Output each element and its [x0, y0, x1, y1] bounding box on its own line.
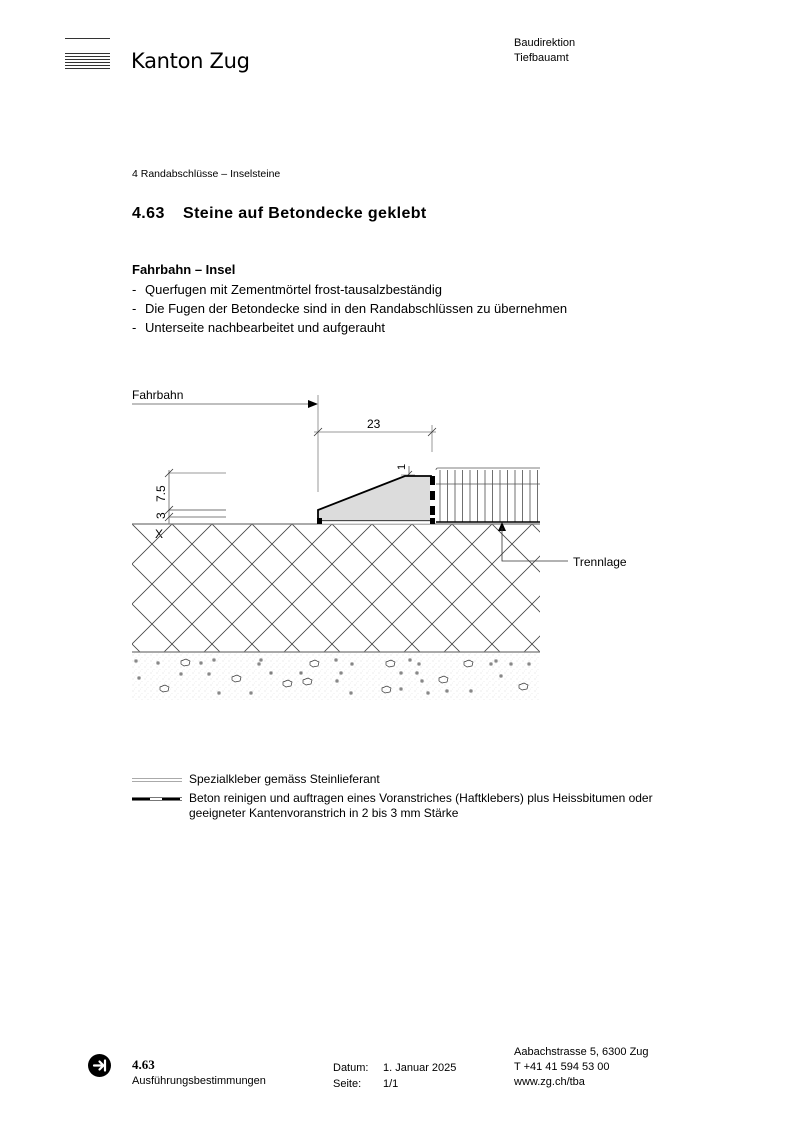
- adhesive-layer: [318, 521, 431, 524]
- page-label: Seite:: [333, 1078, 362, 1090]
- dashed-black-line-icon: [132, 797, 182, 801]
- footer-number: 4.63: [132, 1057, 155, 1072]
- list-item: - Die Fugen der Betondecke sind in den Randabschlüssen zu übernehmen: [132, 301, 568, 316]
- gravel-layer: [132, 653, 540, 700]
- bullet-list: [132, 280, 567, 337]
- footer-contact: [514, 1045, 649, 1090]
- pavement-block: [436, 470, 540, 522]
- double-grey-line-icon: [132, 778, 182, 782]
- section-heading: Fahrbahn – Insel: [132, 262, 236, 277]
- arrow-right-icon: [88, 1054, 111, 1077]
- road-arrow-head: [308, 400, 318, 408]
- cross-section-drawing: [0, 380, 794, 710]
- primer-corner: [317, 518, 322, 524]
- breadcrumb: 4 Randabschlüsse – Inselsteine: [132, 168, 281, 180]
- brand-name: Kanton Zug: [131, 49, 250, 73]
- dim-width-label: 23: [367, 417, 381, 431]
- dim-top-label: 1: [396, 463, 408, 470]
- list-item: - Unterseite nachbearbeitet und aufgerauht: [132, 320, 385, 335]
- list-item: - Querfugen mit Zementmörtel frost-tausalzbeständig: [132, 282, 442, 297]
- date-label: Datum:: [333, 1062, 369, 1074]
- joint-dash: [430, 506, 435, 515]
- joint-dash: [430, 518, 435, 524]
- label-road: Fahrbahn: [132, 388, 184, 402]
- footer-meta: [333, 1060, 456, 1092]
- footer-subtitle: Ausführungsbestimmungen: [132, 1075, 266, 1087]
- joint-dash: [430, 476, 435, 485]
- department-block: [514, 36, 575, 66]
- page-title: [132, 205, 427, 223]
- dim-base-label: 3: [154, 512, 168, 519]
- date-value: 1. Januar 2025: [383, 1062, 457, 1074]
- department: Baudirektion: [514, 37, 576, 49]
- concrete-layer: [132, 524, 540, 652]
- label-separation: Trennlage: [573, 555, 627, 569]
- office: Tiefbauamt: [514, 52, 569, 64]
- joint-dash: [430, 491, 435, 500]
- legend-item-primer: Beton reinigen und auftragen eines Voranstriches (Haftklebers) plus Heissbitumen oder geeigneter Kantenvoranstrich in 2 bis 3 mm Stärke: [132, 791, 653, 821]
- address: Aabachstrasse 5, 6300 Zug: [514, 1046, 649, 1058]
- website-link[interactable]: www.zg.ch/tba: [514, 1076, 585, 1088]
- title-number: 4.63: [132, 205, 165, 222]
- title-text: Steine auf Betondecke geklebt: [183, 205, 427, 222]
- curb-stone: [318, 476, 431, 521]
- dim-height-label: 7.5: [154, 485, 168, 502]
- legend: [132, 772, 653, 821]
- page-value: 1/1: [383, 1078, 399, 1090]
- legend-item-adhesive: Spezialkleber gemäss Steinlieferant: [132, 772, 653, 787]
- phone: T +41 41 594 53 00: [514, 1061, 610, 1073]
- pavement-top: [436, 468, 540, 470]
